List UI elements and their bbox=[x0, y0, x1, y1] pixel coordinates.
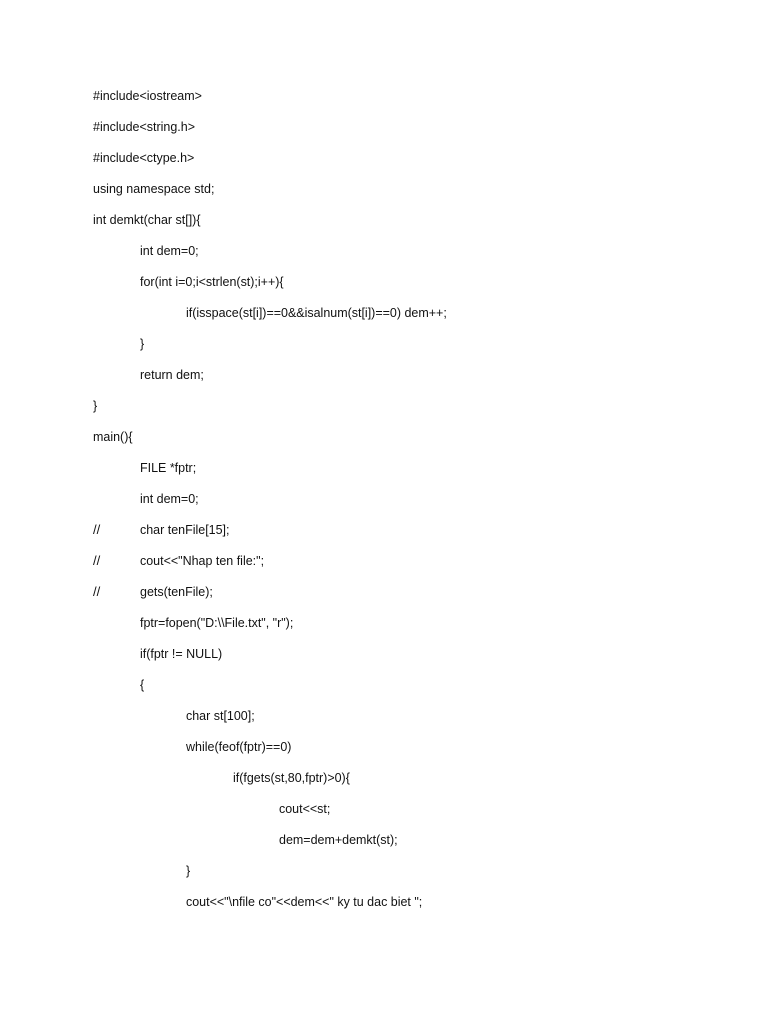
code-text: FILE *fptr; bbox=[139, 460, 196, 475]
code-text: cout<<"Nhap ten file:"; bbox=[139, 553, 264, 568]
code-text: char st[100]; bbox=[186, 708, 255, 723]
code-text: using namespace std; bbox=[93, 181, 215, 196]
code-text: fptr=fopen("D:\\File.txt", "r"); bbox=[139, 615, 293, 630]
code-text: } bbox=[186, 863, 191, 878]
code-text: cout<<"\nfile co"<<dem<<" ky tu dac biet "; bbox=[186, 894, 423, 909]
code-text: for(int i=0;i<strlen(st);i++){ bbox=[139, 274, 284, 289]
code-text: int dem=0; bbox=[139, 491, 199, 506]
code-text: return dem; bbox=[139, 367, 204, 382]
code-text: #include<iostream> bbox=[93, 88, 202, 103]
code-text: main(){ bbox=[93, 429, 133, 444]
code-text: int demkt(char st[]){ bbox=[93, 212, 201, 227]
code-text: while(feof(fptr)==0) bbox=[186, 739, 292, 754]
code-text: } bbox=[139, 336, 144, 351]
code-text: if(fgets(st,80,fptr)>0){ bbox=[232, 770, 350, 785]
comment-marker: // bbox=[93, 553, 101, 568]
code-text: { bbox=[139, 677, 144, 692]
code-text: dem=dem+demkt(st); bbox=[279, 832, 398, 847]
code-text: #include<ctype.h> bbox=[93, 150, 195, 165]
code-text: cout<<st; bbox=[279, 801, 331, 816]
code-text: int dem=0; bbox=[139, 243, 199, 258]
code-text: char tenFile[15]; bbox=[139, 522, 229, 537]
code-text: } bbox=[93, 398, 98, 413]
comment-marker: // bbox=[93, 584, 101, 599]
comment-marker: // bbox=[93, 522, 101, 537]
code-text: if(fptr != NULL) bbox=[139, 646, 222, 661]
code-text: gets(tenFile); bbox=[139, 584, 213, 599]
code-text: if(isspace(st[i])==0&&isalnum(st[i])==0) dem++; bbox=[186, 305, 447, 320]
code-text: #include<string.h> bbox=[93, 119, 195, 134]
